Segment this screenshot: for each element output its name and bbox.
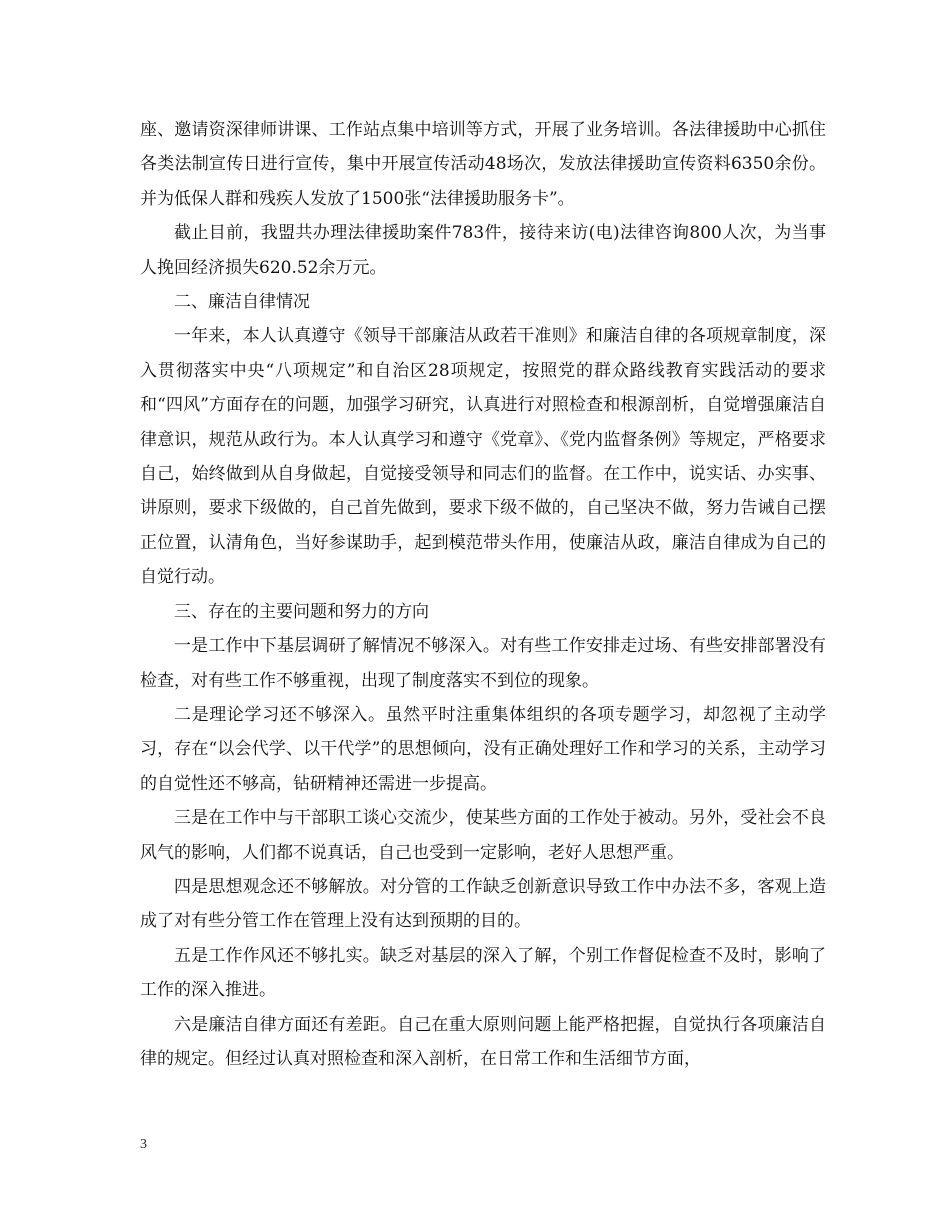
paragraph-1: 座、邀请资深律师讲课、工作站点集中培训等方式，开展了业务培训。各法律援助中心抓住各类法制宣传日进行宣传，集中开展宣传活动48场次，发放法律援助宣传资料6350余份。并为低保人群和残疾人发放了1500张“法律援助服务卡”。 [140,120,826,209]
paragraph-3: 一年来，本人认真遵守《领导干部廉洁从政若干准则》和廉洁自律的各项规章制度，深入贯彻落实中央“八项规定”和自治区28项规定，按照党的群众路线教育实践活动的要求和“四风”方面存在的问题，加强学习研究，认真进行对照检查和根源剖析，自觉增强廉洁自律意识，规范从政行为。本人认真学习和遵守《党章》、《党内监督条例》等规定，严格要求自己，始终做到从自身做起，自觉接受领导和同志们的监督。在工作中，说实话、办实事、讲原则，要求下级做的，自己首先做到，要求下级不做的，自己坚决不做，努力告诫自己摆正位置，认清角色，当好参谋助手，起到模范带头作用，使廉洁从政，廉洁自律成为自己的自觉行动。 [140,326,826,588]
paragraph-2: 截止目前，我盟共办理法律援助案件783件，接待来访(电)法律咨询800人次，为当事人挽回经济损失620.52余万元。 [140,223,826,278]
paragraph-7: 四是思想观念还不够解放。对分管的工作缺乏创新意识导致工作中办法不多，客观上造成了对有些分管工作在管理上没有达到预期的目的。 [140,876,826,932]
paragraph-4: 一是工作中下基层调研了解情况不够深入。对有些工作安排走过场、有些安排部署没有检查，对有些工作不够重视，出现了制度落实不到位的现象。 [140,636,826,691]
section-heading-3: 三、存在的主要问题和努力的方向 [174,601,429,622]
paragraph-6: 三是在工作中与干部职工谈心交流少，使某些方面的工作处于被动。另外，受社会不良风气的影响，人们都不说真话，自己也受到一定影响，老好人思想严重。 [140,808,826,863]
document-body [140,113,826,1076]
paragraph-8: 五是工作作风还不够扎实。缺乏对基层的深入了解，个别工作督促检查不及时，影响了工作的深入推进。 [140,945,826,1001]
section-heading-2: 二、廉洁自律情况 [174,292,310,313]
paragraph-5: 二是理论学习还不够深入。虽然平时注重集体组织的各项专题学习，却忽视了主动学习，存在“以会代学、以干代学”的思想倾向，没有正确处理好工作和学习的关系，主动学习的自觉性还不够高，钻研精神还需进一步提高。 [140,704,826,794]
page-number: 3 [140,1137,147,1152]
paragraph-9: 六是廉洁自律方面还有差距。自己在重大原则问题上能严格把握，自觉执行各项廉洁自律的规定。但经过认真对照检查和深入剖析，在日常工作和生活细节方面， [140,1014,826,1069]
